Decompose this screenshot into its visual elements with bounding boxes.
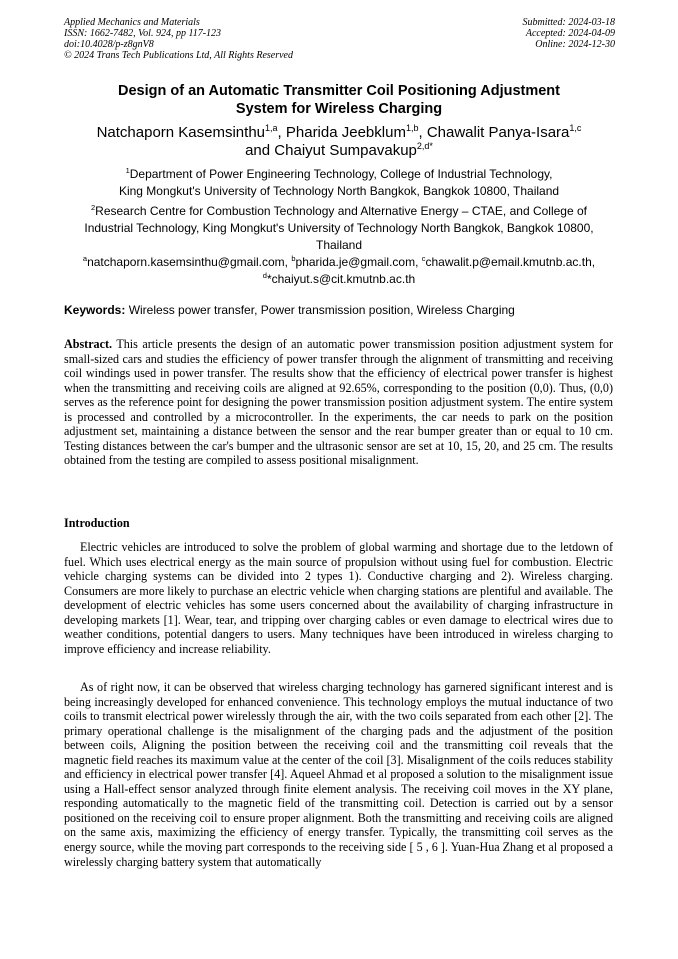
submitted-date: Submitted: 2024-03-18 <box>522 17 615 28</box>
submission-dates <box>523 17 616 50</box>
accepted-date: Accepted: 2024-04-09 <box>525 28 615 39</box>
abstract <box>64 337 613 468</box>
email-b-sup: b <box>291 254 296 263</box>
email-a-sup: a <box>82 254 88 263</box>
author-1: Natchaporn Kasemsinthu <box>96 124 266 141</box>
author-emails <box>60 254 618 288</box>
email-c: chawalit.p@email.kmutnb.ac.th, <box>425 255 596 269</box>
author-2: Pharida Jeebklum <box>285 124 406 141</box>
email-a: natchaporn.kasemsinthu@gmail.com, <box>87 255 292 269</box>
keywords-label: Keywords: <box>64 303 126 317</box>
affiliation-1 <box>60 166 618 200</box>
title-line-1: Design of an Automatic Transmitter Coil Positioning Adjustment <box>117 83 560 99</box>
affiliation-2-number: 2 <box>90 203 96 212</box>
keywords <box>64 303 624 318</box>
author-3-affil: 1,c <box>569 123 582 133</box>
journal-name: Applied Mechanics and Materials <box>64 17 200 28</box>
affiliation-1-line-2: King Mongkut's University of Technology North Bangkok, Bangkok 10800, Thailand <box>118 184 560 198</box>
title-line-2: System for Wireless Charging <box>235 101 443 117</box>
journal-issn: ISSN: 1662-7482, Vol. 924, pp 117-123 <box>64 28 222 39</box>
author-1-affil: 1,a <box>265 123 278 133</box>
email-d-sup: d <box>262 271 267 280</box>
email-d: *chaiyut.s@cit.kmutnb.ac.th <box>266 272 416 286</box>
email-c-sup: c <box>421 254 426 263</box>
introduction-heading: Introduction <box>64 516 130 530</box>
author-4-affil: 2,d* <box>416 141 433 151</box>
abstract-label: Abstract. <box>64 337 113 351</box>
affiliation-2-line-3: Thailand <box>315 238 363 252</box>
author-4: Chaiyut Sumpavakup <box>274 142 417 159</box>
keywords-text: Wireless power transfer, Power transmission position, Wireless Charging <box>125 303 515 317</box>
author-list: Natchaporn Kasemsinthu$^{1,a}$, Pharida Jeebklum$^{1,b}$, Chawalit Panya-Isara$^{1,c}$ and Chaiyut Sumpavakup$^{2,d*}$ <box>96 123 582 159</box>
email-b: pharida.je@gmail.com, <box>295 255 422 269</box>
author-4-conj: and <box>245 142 275 159</box>
paper-title <box>60 82 618 118</box>
affiliation-2-line-1: Research Centre for Combustion Technology and Alternative Energy – CTAE, and College of <box>95 204 587 218</box>
journal-doi: doi:10.4028/p-z8gnV8 <box>64 39 154 50</box>
introduction-paragraph-1: Electric vehicles are introduced to solve the problem of global warming and shortage due to the letdown of fuel. Which uses electrical energy as the main source of propulsion without using fuel for combustion. Electric vehicle charging systems can be divided into 2 types 1). Conductive charging and 2). Wireless charging. Consumers are more likely to purchase an electric vehicle when charging stations are plentiful and available. The development of electric vehicles has some users concerned about the availability of charging infrastructure in developing markets [1]. Wear, tear, and tripping over charging cables or even damage to electrical wires due to weather conditions, potential dangers to users. Many techniques have been introduced in wireless charging to improve efficiency and increase reliability. <box>64 540 613 656</box>
author-3: Chawalit Panya-Isara <box>426 124 570 141</box>
affiliation-2-line-2: Industrial Technology, King Mongkut's University of Technology North Bangkok, Bangkok 10800, <box>84 221 594 235</box>
journal-header <box>64 17 293 61</box>
author-2-affil: 1,b <box>405 123 419 133</box>
abstract-text: This article presents the design of an automatic power transmission position adjustment system for small-sized cars and studies the efficiency of power transfer through the alignment of transmitting and receiving coil windings used in power transfer. The results show that the efficiency of electrical power transfer is highest when the transmitting and receiving coils are aligned at 92.65%, corresponding to the position (0,0). Thus, (0,0) serves as the reference point for designing the power transmission position adjustment system. The entire system is processed and controlled by a microcontroller. In the experiments, the car needs to park on the position adjustment set, maintaining a distance between the sensor and the rear bumper greater than or equal to 10 cm. Testing distances between the car's bumper and the ultrasonic sensor are set at 10, 15, 20, and 25 cm. The results obtained from the testing are compiled to assess positional misalignment. <box>64 337 613 468</box>
online-date: Online: 2024-12-30 <box>535 39 615 50</box>
journal-copyright: © 2024 Trans Tech Publications Ltd, All Rights Reserved <box>64 50 293 61</box>
affiliation-1-line-1: Department of Power Engineering Technology, College of Industrial Technology, <box>129 167 553 181</box>
affiliation-1-number: 1 <box>125 166 130 175</box>
affiliation-2 <box>60 203 618 254</box>
introduction-paragraph-2: As of right now, it can be observed that wireless charging technology has garnered significant interest and is being increasingly developed for enhanced convenience. This technology employs the mutual inductance of two coils to transmit electrical power wirelessly through the air, with the two coils separated from each other [2]. The primary operational challenge is the misalignment of the charging pads and the adjustment of the position between coils, Aligning the position between the receiving coil and the transmitting coil reveals that the magnetic field reaches its maximum value at the center of the coil [3]. Misalignment of the coils reduces stability and efficiency in electrical power transfer [4]. Aqueel Ahmad et al proposed a solution to the misalignment issue using a Hall-effect sensor analyzed through finite element analysis. The receiving coil moves in the XY plane, responding automatically to the magnetic field of the transmitting coil. Detection is carried out by a sensor positioned on the receiving coil to ensure proper alignment. Both the transmitting and receiving coils are aligned on the same axis, maximizing the efficiency of energy transfer. Typically, the transmitting coil serves as the energy source, while the moving part corresponds to the receiving side [ 5 , 6 ]. Yuan-Hua Zhang et al proposed a wirelessly charging battery system that automatically <box>64 680 613 869</box>
